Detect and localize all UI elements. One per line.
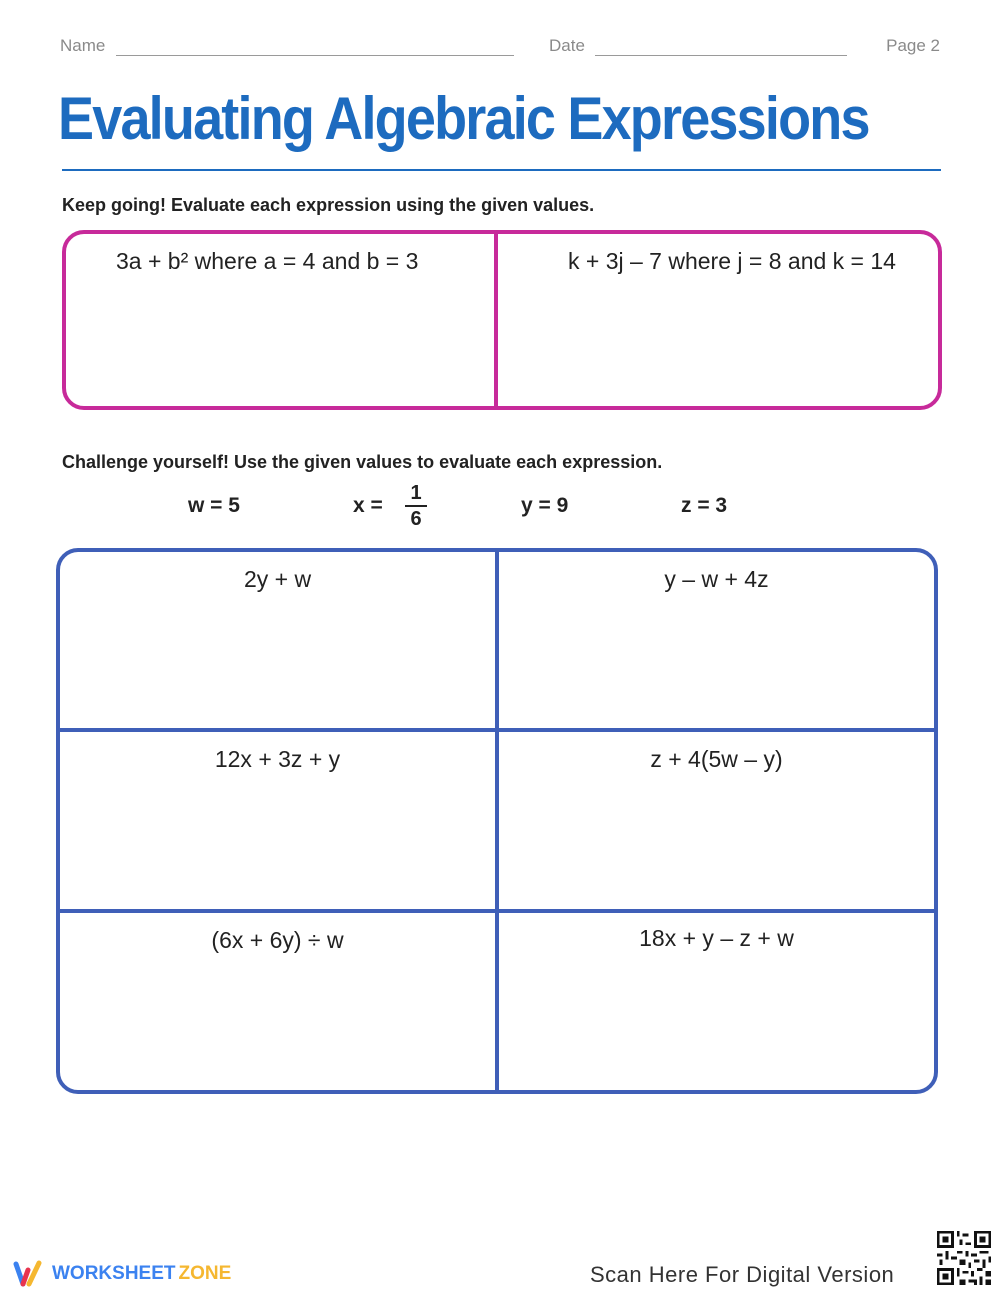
section1-instruction: Keep going! Evaluate each expression using the given values. [62, 195, 595, 215]
value-z: z = 3 [681, 494, 728, 517]
challenge-problem-3 [60, 732, 495, 908]
worksheet-header [60, 36, 940, 60]
challenge-problem-5-expression: (6x + 6y) ÷ w [211, 927, 344, 953]
challenge-problem-4-expression: z + 4(5w – y) [650, 746, 783, 772]
value-x-label: x = [353, 494, 383, 517]
challenge-problem-6 [499, 911, 934, 1087]
logo-text-worksheet: WORKSHEET [52, 1263, 176, 1284]
worksheet-zone-logo[interactable] [12, 1258, 231, 1290]
name-label: Name [60, 36, 106, 55]
value-x-fraction [405, 482, 427, 530]
section2-problem-grid [56, 548, 938, 1094]
challenge-problem-1-expression: 2y + w [243, 566, 312, 592]
box-divider [494, 234, 498, 406]
given-values [0, 482, 1000, 532]
page-title: Evaluating Algebraic Expressions [58, 85, 869, 152]
value-w: w = 5 [188, 494, 240, 517]
challenge-problem-1 [60, 552, 495, 728]
challenge-problem-4 [499, 732, 934, 908]
scan-instruction: Scan Here For Digital Version [590, 1262, 895, 1287]
section2-instruction: Challenge yourself! Use the given values to evaluate each expression. [62, 452, 663, 472]
title-divider [62, 169, 941, 171]
qr-code-icon[interactable] [934, 1228, 994, 1288]
name-field[interactable] [116, 55, 514, 56]
problem-1 [116, 248, 418, 275]
section1-problem-box [62, 230, 942, 410]
challenge-problem-2 [499, 552, 934, 728]
logo-text-zone: ZONE [178, 1263, 232, 1284]
problem-2 [568, 248, 896, 275]
challenge-problem-3-expression: 12x + 3z + y [214, 746, 341, 772]
fraction-bar [405, 505, 427, 507]
challenge-problem-2-expression: y – w + 4z [664, 566, 769, 592]
problem-2-expression: k + 3j – 7 where j = 8 and k = 14 [568, 248, 896, 274]
challenge-problem-5 [60, 913, 495, 1089]
value-y: y = 9 [521, 494, 569, 517]
page-number: Page 2 [886, 36, 940, 55]
fraction-denominator: 6 [410, 508, 422, 530]
problem-1-expression: 3a + b² where a = 4 and b = 3 [116, 248, 419, 274]
date-label: Date [549, 36, 585, 55]
logo-mark-icon [12, 1259, 46, 1289]
fraction-numerator: 1 [410, 482, 422, 504]
date-field[interactable] [595, 55, 847, 56]
challenge-problem-6-expression: 18x + y – z + w [639, 925, 794, 951]
